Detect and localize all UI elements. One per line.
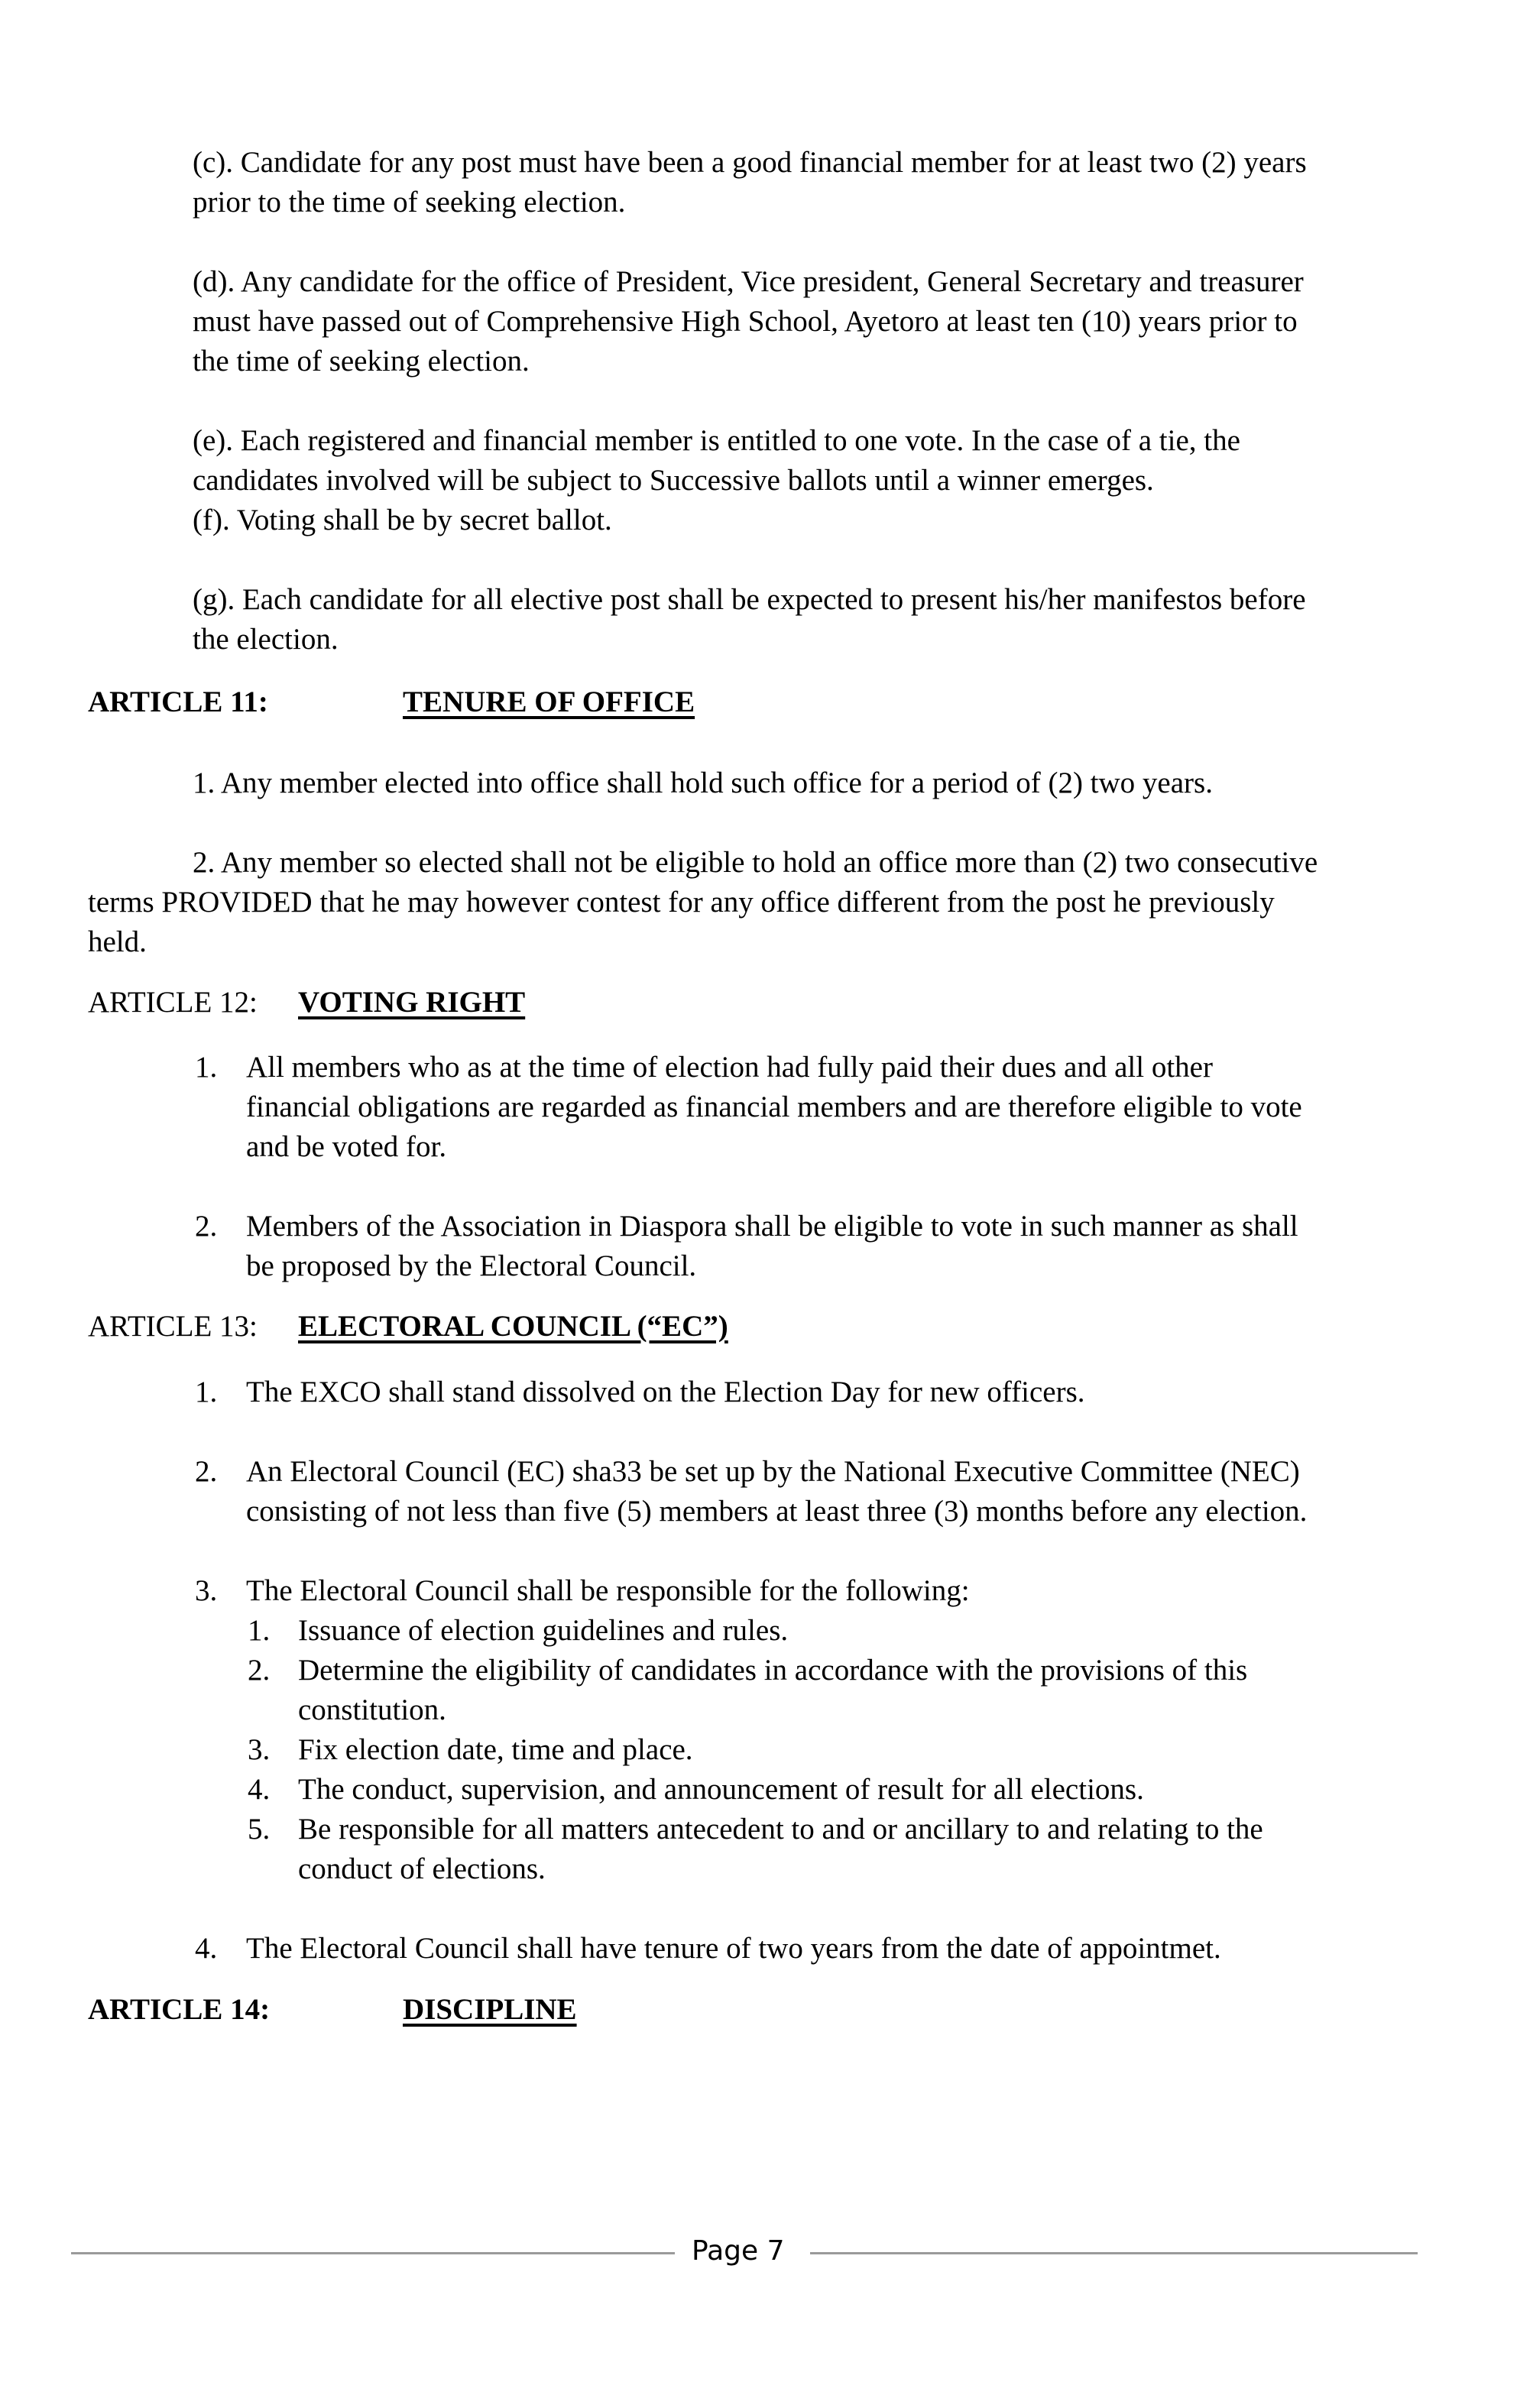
- list-text: [246, 1373, 1085, 1412]
- text-line: Members of the Association in Diaspora shall be eligible to vote in such manner as shall: [246, 1210, 1298, 1243]
- list-number: 3.: [195, 1574, 218, 1607]
- list-number: 2.: [248, 1654, 271, 1687]
- text-line: All members who as at the time of election had fully paid their dues and all other: [246, 1051, 1213, 1084]
- article-title: TENURE OF OFFICE: [403, 685, 695, 718]
- article-title: ELECTORAL COUNCIL (“EC”): [298, 1310, 728, 1343]
- list-text: [246, 1929, 1221, 1969]
- text-line: the election.: [193, 623, 339, 656]
- text-line: 2. Any member so elected shall not be eligible to hold an office more than (2) two consecutive: [193, 846, 1318, 879]
- text-line: must have passed out of Comprehensive High School, Ayetoro at least ten (10) years prior to: [193, 305, 1298, 338]
- article-title: DISCIPLINE: [403, 1993, 577, 2026]
- footer-rule-right: [810, 2252, 1418, 2254]
- clause-d: [193, 262, 1304, 381]
- text-line: held.: [88, 925, 147, 958]
- text-line: (g). Each candidate for all elective post shall be expected to present his/her manifestos before: [193, 583, 1306, 616]
- article-11-item-1: [193, 763, 1213, 803]
- text-line: financial obligations are regarded as financial members and are therefore eligible to vote: [246, 1091, 1302, 1123]
- text-line: The conduct, supervision, and announcement of result for all elections.: [298, 1773, 1144, 1806]
- footer-rule-left: [71, 2252, 675, 2254]
- text-line: terms PROVIDED that he may however contest for any office different from the post he previously: [88, 886, 1275, 919]
- list-text: [246, 1571, 970, 1611]
- list-number: 4.: [195, 1932, 218, 1965]
- article-number: ARTICLE 12:: [88, 986, 258, 1019]
- text-line: consisting of not less than five (5) members at least three (3) months before any election.: [246, 1495, 1308, 1528]
- list-text: [298, 1651, 1247, 1730]
- list-number: 5.: [248, 1813, 271, 1846]
- list-number: 3.: [248, 1733, 271, 1766]
- text-line: (e). Each registered and financial member is entitled to one vote. In the case of a tie, the: [193, 424, 1240, 457]
- text-line: 1. Any member elected into office shall hold such office for a period of (2) two years.: [193, 766, 1213, 799]
- text-line: The EXCO shall stand dissolved on the Election Day for new officers.: [246, 1376, 1085, 1408]
- list-text: [246, 1207, 1298, 1286]
- article-12-heading: [88, 983, 526, 1023]
- text-line: (d). Any candidate for the office of President, Vice president, General Secretary and treasurer: [193, 265, 1304, 298]
- text-line: (f). Voting shall be by secret ballot.: [193, 504, 612, 536]
- text-line: (c). Candidate for any post must have been a good financial member for at least two (2) years: [193, 146, 1307, 179]
- article-11-heading: [88, 682, 695, 722]
- text-line: conduct of elections.: [298, 1852, 546, 1885]
- list-text: [246, 1452, 1307, 1531]
- text-line: Fix election date, time and place.: [298, 1733, 693, 1766]
- text-line: the time of seeking election.: [193, 345, 530, 378]
- text-line: candidates involved will be subject to Successive ballots until a winner emerges.: [193, 464, 1154, 497]
- text-line: and be voted for.: [246, 1130, 447, 1163]
- list-number: 1.: [195, 1051, 218, 1084]
- text-line: Determine the eligibility of candidates in accordance with the provisions of this: [298, 1654, 1248, 1687]
- article-number: ARTICLE 14:: [88, 1993, 271, 2026]
- text-line: constitution.: [298, 1693, 446, 1726]
- text-line: Issuance of election guidelines and rules.: [298, 1614, 789, 1647]
- article-number: ARTICLE 13:: [88, 1310, 258, 1343]
- clause-c: [193, 143, 1307, 222]
- list-text: [298, 1730, 693, 1770]
- list-number: 4.: [248, 1773, 271, 1806]
- clause-e-f: [193, 421, 1240, 540]
- text-line: The Electoral Council shall be responsible for the following:: [246, 1574, 970, 1607]
- list-text: [246, 1048, 1302, 1167]
- text-line: Be responsible for all matters antecedent to and or ancillary to and relating to the: [298, 1813, 1263, 1846]
- text-line: The Electoral Council shall have tenure of two years from the date of appointmet.: [246, 1932, 1221, 1965]
- page-number: Page 7: [692, 2235, 785, 2267]
- article-title: VOTING RIGHT: [298, 986, 526, 1019]
- list-text: [298, 1810, 1263, 1889]
- list-text: [298, 1770, 1144, 1810]
- list-number: 2.: [195, 1455, 218, 1488]
- text-line: An Electoral Council (EC) sha33 be set up by the National Executive Committee (NEC): [246, 1455, 1300, 1488]
- list-text: [298, 1611, 788, 1651]
- list-number: 1.: [248, 1614, 271, 1647]
- article-14-heading: [88, 1990, 577, 2030]
- article-13-heading: [88, 1307, 728, 1347]
- text-line: be proposed by the Electoral Council.: [246, 1249, 697, 1282]
- clause-g: [193, 580, 1306, 660]
- article-11-item-2: [88, 843, 1433, 962]
- article-number: ARTICLE 11:: [88, 685, 268, 718]
- list-number: 1.: [195, 1376, 218, 1408]
- text-line: prior to the time of seeking election.: [193, 186, 626, 219]
- list-number: 2.: [195, 1210, 218, 1243]
